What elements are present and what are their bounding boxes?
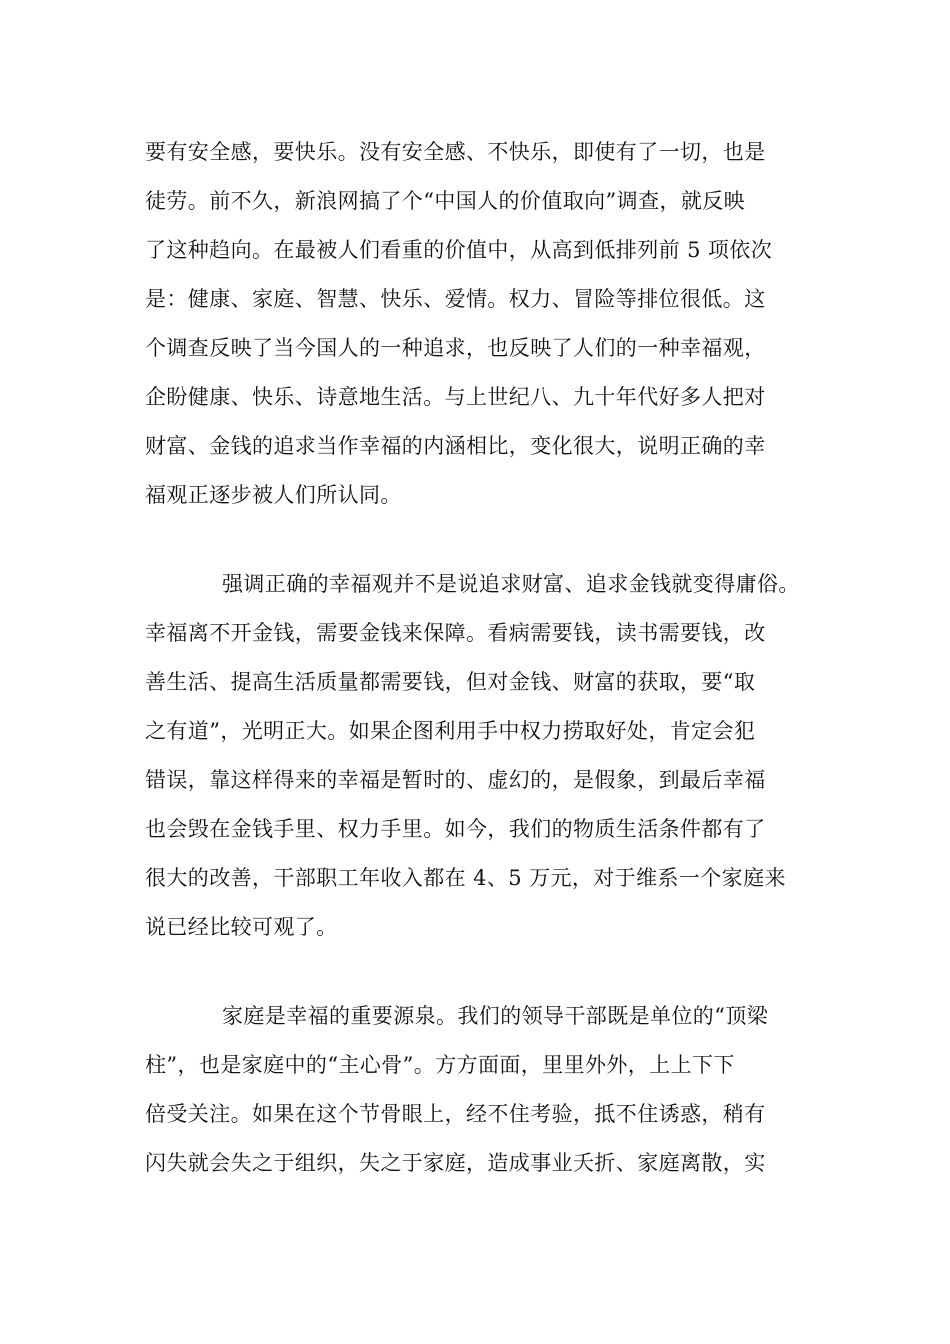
paragraph-1-line-8: 福观正逐步被人们所认同。 bbox=[145, 483, 402, 507]
paragraph-2-line-5: 错误，靠这样得来的幸福是暂时的、虚幻的，是假象，到最后幸福 bbox=[145, 768, 766, 792]
paragraph-1-line-6: 企盼健康、快乐、诗意地生活。与上世纪八、九十年代好多人把对 bbox=[145, 385, 766, 409]
paragraph-2-line-6: 也会毁在金钱手里、权力手里。如今，我们的物质生活条件都有了 bbox=[145, 817, 766, 841]
paragraph-2-line-7: 很大的改善，干部职工年收入都在 4、5 万元，对于维系一个家庭来 bbox=[145, 866, 786, 890]
paragraph-3-line-2: 柱”，也是家庭中的“主心骨”。方方面面，里里外外，上上下下 bbox=[145, 1053, 735, 1077]
paragraph-2-line-4: 之有道”，光明正大。如果企图利用手中权力捞取好处，肯定会犯 bbox=[145, 719, 756, 743]
paragraph-2-line-2: 幸福离不开金钱，需要金钱来保障。看病需要钱，读书需要钱，改 bbox=[145, 621, 766, 645]
paragraph-2-line-3: 善生活、提高生活质量都需要钱，但对金钱、财富的获取，要“取 bbox=[145, 670, 756, 694]
paragraph-3-line-3: 倍受关注。如果在这个节骨眼上，经不住考验，抵不住诱惑，稍有 bbox=[145, 1102, 766, 1126]
paragraph-2-line-8: 说已经比较可观了。 bbox=[145, 915, 338, 939]
paragraph-1-line-3: 了这种趋向。在最被人们看重的价值中，从高到低排列前 5 项依次 bbox=[145, 238, 773, 262]
paragraph-3-line-4: 闪失就会失之于组织，失之于家庭，造成事业夭折、家庭离散，实 bbox=[145, 1151, 766, 1175]
paragraph-1-line-4: 是：健康、家庭、智慧、快乐、爱情。权力、冒险等排位很低。这 bbox=[145, 287, 766, 311]
paragraph-3-line-1: 家庭是幸福的重要源泉。我们的领导干部既是单位的“顶梁 bbox=[222, 1004, 769, 1028]
paragraph-1-line-2: 徒劳。前不久，新浪网搞了个“中国人的价值取向”调查，就反映 bbox=[145, 189, 746, 213]
paragraph-1-line-1: 要有安全感，要快乐。没有安全感、不快乐，即使有了一切，也是 bbox=[145, 140, 766, 164]
paragraph-1-line-7: 财富、金钱的追求当作幸福的内涵相比，变化很大，说明正确的幸 bbox=[145, 434, 766, 458]
paragraph-2-line-1: 强调正确的幸福观并不是说追求财富、追求金钱就变得庸俗。 bbox=[222, 572, 800, 596]
paragraph-1-line-5: 个调查反映了当今国人的一种追求，也反映了人们的一种幸福观， bbox=[145, 336, 766, 360]
